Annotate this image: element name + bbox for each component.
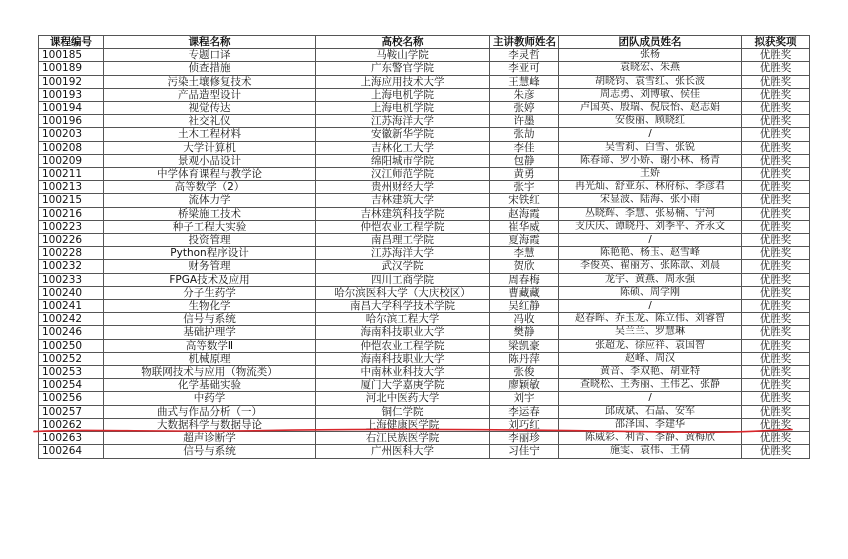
cell-course-code: 100196 (39, 115, 104, 128)
cell-course-code: 100263 (39, 432, 104, 445)
cell-award: 优胜奖 (742, 102, 810, 115)
table-row (39, 260, 810, 273)
cell-lead-teacher: 冯收 (490, 313, 559, 326)
cell-lead-teacher: 李灵哲 (490, 49, 559, 62)
table-row (39, 326, 810, 339)
cell-course-code: 100246 (39, 326, 104, 339)
cell-course-code: 100192 (39, 75, 104, 88)
cell-course-code: 100203 (39, 128, 104, 141)
cell-course-code: 100185 (39, 49, 104, 62)
cell-lead-teacher: 宋铁红 (490, 194, 559, 207)
table-row (39, 75, 810, 88)
cell-team-members: / (559, 128, 742, 141)
cell-award: 优胜奖 (742, 154, 810, 167)
cell-university: 中南林业科技大学 (316, 366, 490, 379)
table-row (39, 445, 810, 458)
header-award: 拟获奖项 (742, 36, 810, 49)
table-row (39, 366, 810, 379)
table-row (39, 128, 810, 141)
cell-award: 优胜奖 (742, 260, 810, 273)
cell-course-code: 100209 (39, 154, 104, 167)
cell-award: 优胜奖 (742, 379, 810, 392)
cell-course-name: 中学体育课程与教学论 (104, 168, 316, 181)
cell-team-members: 宋显波、陆海、张小雨 (559, 194, 742, 207)
cell-course-name: 种子工程大实验 (104, 220, 316, 233)
cell-course-name: 桥梁施工技术 (104, 207, 316, 220)
cell-team-members: / (559, 234, 742, 247)
cell-team-members: 赵春晖、乔玉龙、陈立伟、刘睿智 (559, 313, 742, 326)
cell-lead-teacher: 张宇 (490, 181, 559, 194)
table-row (39, 379, 810, 392)
header-course-name: 课程名称 (104, 36, 316, 49)
cell-team-members: 施雯、袁伟、王倩 (559, 445, 742, 458)
cell-university: 上海应用技术大学 (316, 75, 490, 88)
cell-course-name: 信号与系统 (104, 313, 316, 326)
cell-team-members: 丛晓辉、李慧、张易楠、宁河 (559, 207, 742, 220)
cell-award: 优胜奖 (742, 141, 810, 154)
cell-course-name: 化学基础实验 (104, 379, 316, 392)
cell-university: 马鞍山学院 (316, 49, 490, 62)
cell-award: 优胜奖 (742, 75, 810, 88)
cell-team-members: 冉光灿、舒亚东、林府标、李彦君 (559, 181, 742, 194)
cell-lead-teacher: 黄勇 (490, 168, 559, 181)
cell-university: 南昌大学科学技术学院 (316, 300, 490, 313)
table-row (39, 220, 810, 233)
cell-lead-teacher: 李运春 (490, 405, 559, 418)
cell-award: 优胜奖 (742, 62, 810, 75)
table-row (39, 181, 810, 194)
cell-team-members: 陈威彩、利青、李静、黄梅欣 (559, 432, 742, 445)
cell-lead-teacher: 朱彦 (490, 88, 559, 101)
cell-lead-teacher: 梁凯豪 (490, 339, 559, 352)
table-header-row (39, 36, 810, 49)
header-lead-teacher: 主讲教师姓名 (490, 36, 559, 49)
cell-lead-teacher: 贺欣 (490, 260, 559, 273)
cell-course-code: 100253 (39, 366, 104, 379)
cell-course-name: 物联网技术与应用（物流类） (104, 366, 316, 379)
cell-course-code: 100264 (39, 445, 104, 458)
table-row (39, 234, 810, 247)
cell-award: 优胜奖 (742, 418, 810, 431)
cell-lead-teacher: 张俊 (490, 366, 559, 379)
cell-team-members: 安俊丽、顾晓红 (559, 115, 742, 128)
cell-award: 优胜奖 (742, 49, 810, 62)
cell-team-members: 张杨 (559, 49, 742, 62)
cell-course-code: 100223 (39, 220, 104, 233)
cell-lead-teacher: 李亚可 (490, 62, 559, 75)
cell-university: 广东警官学院 (316, 62, 490, 75)
table-row (39, 286, 810, 299)
cell-award: 优胜奖 (742, 405, 810, 418)
cell-university: 铜仁学院 (316, 405, 490, 418)
cell-lead-teacher: 吴红静 (490, 300, 559, 313)
cell-university: 吉林建筑大学 (316, 194, 490, 207)
table-row (39, 247, 810, 260)
cell-course-code: 100262 (39, 418, 104, 431)
cell-award: 优胜奖 (742, 352, 810, 365)
cell-course-name: 曲式与作品分析（一） (104, 405, 316, 418)
cell-lead-teacher: 李慧 (490, 247, 559, 260)
cell-course-code: 100233 (39, 273, 104, 286)
cell-course-name: 视觉传达 (104, 102, 316, 115)
cell-university: 绵阳城市学院 (316, 154, 490, 167)
cell-university: 右江民族医学院 (316, 432, 490, 445)
cell-team-members: 陈春谛、罗小娇、谢小林、杨青 (559, 154, 742, 167)
table-body (39, 49, 810, 458)
cell-course-name: 生物化学 (104, 300, 316, 313)
cell-award: 优胜奖 (742, 234, 810, 247)
cell-course-name: 社交礼仪 (104, 115, 316, 128)
cell-university: 吉林建筑科技学院 (316, 207, 490, 220)
cell-course-name: 流体力学 (104, 194, 316, 207)
cell-university: 江苏海洋大学 (316, 247, 490, 260)
cell-course-name: 污染土壤修复技术 (104, 75, 316, 88)
cell-award: 优胜奖 (742, 220, 810, 233)
cell-award: 优胜奖 (742, 207, 810, 220)
cell-lead-teacher: 李佳 (490, 141, 559, 154)
cell-university: 仲恺农业工程学院 (316, 339, 490, 352)
cell-course-name: 高等数学（2） (104, 181, 316, 194)
cell-team-members: 李俊英、翟丽芳、张陈歆、刘晨 (559, 260, 742, 273)
cell-course-name: 中药学 (104, 392, 316, 405)
cell-course-name: 产品造型设计 (104, 88, 316, 101)
cell-award: 优胜奖 (742, 313, 810, 326)
cell-award: 优胜奖 (742, 445, 810, 458)
header-team-members: 团队成员姓名 (559, 36, 742, 49)
cell-course-code: 100208 (39, 141, 104, 154)
table-row (39, 62, 810, 75)
table-row (39, 432, 810, 445)
header-course-code: 课程编号 (39, 36, 104, 49)
cell-team-members: 陈艳艳、杨玉、赵雪峰 (559, 247, 742, 260)
cell-course-name: 高等数学Ⅱ (104, 339, 316, 352)
cell-team-members: 支庆庆、谭晓丹、刘季平、齐永文 (559, 220, 742, 233)
cell-university: 上海电机学院 (316, 88, 490, 101)
cell-course-name: 专题口译 (104, 49, 316, 62)
cell-university: 武汉学院 (316, 260, 490, 273)
cell-lead-teacher: 赵海霞 (490, 207, 559, 220)
cell-team-members: 赵峰、周汉 (559, 352, 742, 365)
cell-lead-teacher: 崔华威 (490, 220, 559, 233)
table-row (39, 352, 810, 365)
cell-award: 优胜奖 (742, 128, 810, 141)
table-row (39, 102, 810, 115)
cell-university: 汉江师范学院 (316, 168, 490, 181)
table-row (39, 141, 810, 154)
table-row (39, 339, 810, 352)
cell-team-members: / (559, 392, 742, 405)
table-row (39, 207, 810, 220)
cell-course-name: 投资管理 (104, 234, 316, 247)
cell-university: 厦门大学嘉庚学院 (316, 379, 490, 392)
cell-team-members: 胡晓钧、袁雪红、张长波 (559, 75, 742, 88)
cell-university: 上海电机学院 (316, 102, 490, 115)
cell-course-code: 100242 (39, 313, 104, 326)
cell-team-members: 邱成斌、石晶、安军 (559, 405, 742, 418)
table-row (39, 273, 810, 286)
cell-team-members: 邵泽国、李建华 (559, 418, 742, 431)
cell-course-name: 侦查措施 (104, 62, 316, 75)
cell-course-name: 基础护理学 (104, 326, 316, 339)
cell-course-code: 100250 (39, 339, 104, 352)
header-university: 高校名称 (316, 36, 490, 49)
cell-award: 优胜奖 (742, 432, 810, 445)
cell-university: 海南科技职业大学 (316, 352, 490, 365)
cell-university: 吉林化工大学 (316, 141, 490, 154)
cell-university: 广州医科大学 (316, 445, 490, 458)
cell-university: 江苏海洋大学 (316, 115, 490, 128)
cell-course-code: 100252 (39, 352, 104, 365)
cell-lead-teacher: 樊静 (490, 326, 559, 339)
table-row (39, 194, 810, 207)
cell-course-name: Python程序设计 (104, 247, 316, 260)
table-row (39, 392, 810, 405)
cell-team-members: / (559, 300, 742, 313)
cell-team-members: 王娇 (559, 168, 742, 181)
cell-course-name: 土木工程材料 (104, 128, 316, 141)
cell-award: 优胜奖 (742, 392, 810, 405)
cell-award: 优胜奖 (742, 326, 810, 339)
cell-lead-teacher: 许墨 (490, 115, 559, 128)
table-row (39, 405, 810, 418)
cell-course-code: 100211 (39, 168, 104, 181)
cell-course-code: 100257 (39, 405, 104, 418)
cell-award: 优胜奖 (742, 366, 810, 379)
cell-team-members: 袁晓宏、朱燕 (559, 62, 742, 75)
cell-university: 仲恺农业工程学院 (316, 220, 490, 233)
cell-team-members: 吴兰兰、罗慧琳 (559, 326, 742, 339)
cell-award: 优胜奖 (742, 168, 810, 181)
cell-team-members: 周志勇、刘博敏、侯佳 (559, 88, 742, 101)
cell-lead-teacher: 周春梅 (490, 273, 559, 286)
cell-university: 哈尔滨工程大学 (316, 313, 490, 326)
award-table (38, 35, 810, 459)
cell-course-code: 100254 (39, 379, 104, 392)
cell-course-code: 100228 (39, 247, 104, 260)
cell-course-code: 100189 (39, 62, 104, 75)
table-row (39, 115, 810, 128)
cell-lead-teacher: 张劼 (490, 128, 559, 141)
cell-lead-teacher: 李丽珍 (490, 432, 559, 445)
table-row (39, 168, 810, 181)
cell-lead-teacher: 廖颖敏 (490, 379, 559, 392)
cell-lead-teacher: 习佳宁 (490, 445, 559, 458)
cell-university: 四川工商学院 (316, 273, 490, 286)
cell-course-name: 信号与系统 (104, 445, 316, 458)
cell-award: 优胜奖 (742, 181, 810, 194)
cell-lead-teacher: 张婷 (490, 102, 559, 115)
table-row (39, 300, 810, 313)
table-row (39, 49, 810, 62)
cell-course-name: 机械原理 (104, 352, 316, 365)
cell-team-members: 陈硕、周学刚 (559, 286, 742, 299)
cell-course-code: 100226 (39, 234, 104, 247)
cell-lead-teacher: 刘宇 (490, 392, 559, 405)
cell-university: 贵州财经大学 (316, 181, 490, 194)
cell-university: 南昌理工学院 (316, 234, 490, 247)
award-list-sheet (38, 35, 810, 459)
cell-team-members: 卢国英、殷瑞、倪辰怡、赵志娟 (559, 102, 742, 115)
cell-course-code: 100240 (39, 286, 104, 299)
table-row (39, 88, 810, 101)
cell-team-members: 查晓松、王秀丽、王伟艺、张静 (559, 379, 742, 392)
table-row (39, 154, 810, 167)
cell-award: 优胜奖 (742, 339, 810, 352)
cell-lead-teacher: 包静 (490, 154, 559, 167)
cell-course-name: FPGA技术及应用 (104, 273, 316, 286)
cell-course-name: 财务管理 (104, 260, 316, 273)
cell-team-members: 张超龙、徐应祥、袁国智 (559, 339, 742, 352)
cell-award: 优胜奖 (742, 273, 810, 286)
cell-university: 上海健康医学院 (316, 418, 490, 431)
cell-award: 优胜奖 (742, 286, 810, 299)
cell-award: 优胜奖 (742, 247, 810, 260)
cell-lead-teacher: 刘巧红 (490, 418, 559, 431)
cell-university: 河北中医药大学 (316, 392, 490, 405)
cell-award: 优胜奖 (742, 300, 810, 313)
table-row (39, 418, 810, 431)
cell-award: 优胜奖 (742, 194, 810, 207)
cell-course-name: 超声诊断学 (104, 432, 316, 445)
cell-course-name: 分子生药学 (104, 286, 316, 299)
cell-award: 优胜奖 (742, 115, 810, 128)
cell-university: 哈尔滨医科大学（大庆校区） (316, 286, 490, 299)
cell-lead-teacher: 夏海霞 (490, 234, 559, 247)
cell-course-code: 100216 (39, 207, 104, 220)
cell-course-code: 100215 (39, 194, 104, 207)
cell-course-code: 100232 (39, 260, 104, 273)
cell-course-name: 大学计算机 (104, 141, 316, 154)
cell-university: 海南科技职业大学 (316, 326, 490, 339)
cell-course-code: 100241 (39, 300, 104, 313)
cell-course-code: 100213 (39, 181, 104, 194)
cell-lead-teacher: 王慧峰 (490, 75, 559, 88)
cell-course-name: 景观小品设计 (104, 154, 316, 167)
cell-team-members: 黄音、李双艳、胡亚特 (559, 366, 742, 379)
cell-course-code: 100256 (39, 392, 104, 405)
cell-lead-teacher: 陈丹萍 (490, 352, 559, 365)
cell-team-members: 吴雪莉、白雪、张锐 (559, 141, 742, 154)
cell-course-code: 100193 (39, 88, 104, 101)
cell-team-members: 龙宇、黄燕、周永强 (559, 273, 742, 286)
cell-lead-teacher: 曹藏藏 (490, 286, 559, 299)
cell-university: 安徽新华学院 (316, 128, 490, 141)
cell-award: 优胜奖 (742, 88, 810, 101)
table-row (39, 313, 810, 326)
cell-course-code: 100194 (39, 102, 104, 115)
cell-course-name: 大数据科学与数据导论 (104, 418, 316, 431)
